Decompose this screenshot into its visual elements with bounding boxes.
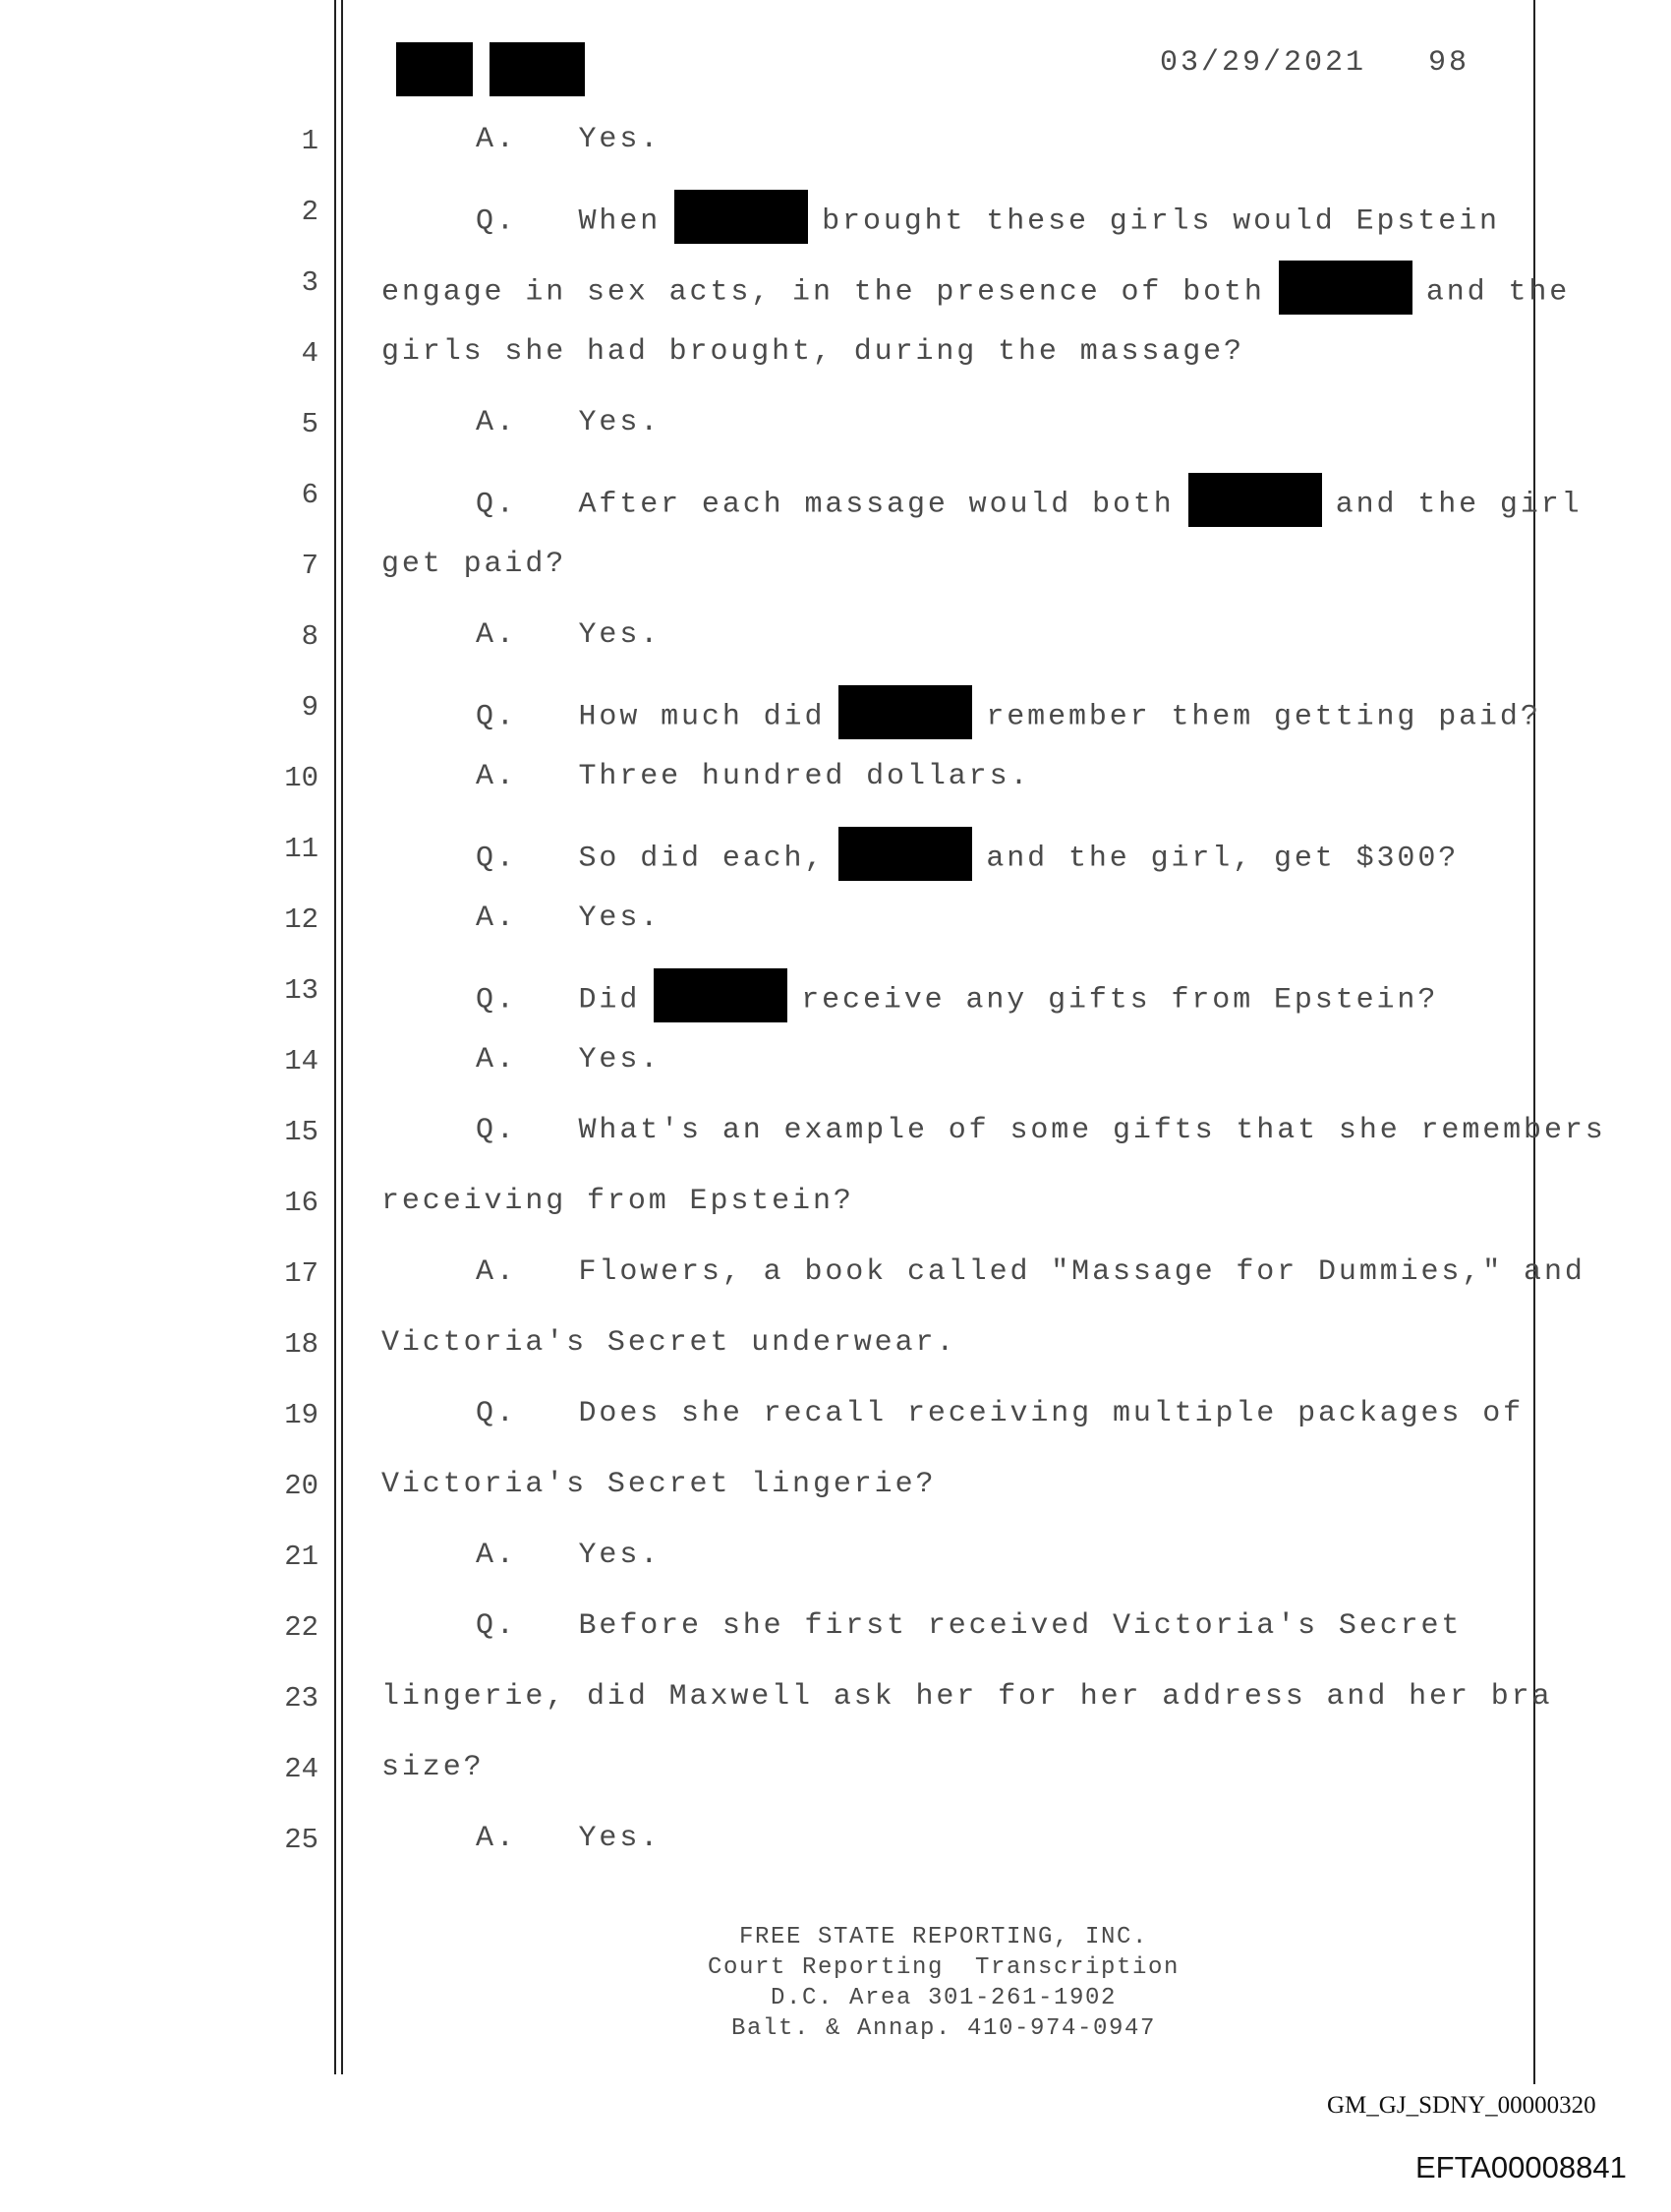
reporter-balt-phone: Balt. & Annap. 410-974-0947 [730,2015,1157,2042]
line-number: 24 [284,1753,318,1785]
line-number: 18 [284,1328,318,1361]
line-text: A. Yes. [476,406,662,439]
transcript-line [0,962,1671,1033]
transcript-line [0,1246,1671,1316]
line-number: 12 [284,903,318,936]
line-text: Victoria's Secret underwear. [381,1326,957,1360]
transcript-line [0,255,1671,325]
transcript-line [0,467,1671,538]
transcript-line [0,1033,1671,1104]
redaction-block [654,968,787,1022]
transcript-line [0,538,1671,609]
transcript-line [0,1458,1671,1529]
line-number: 1 [301,125,318,157]
transcript-line [0,1741,1671,1812]
line-text: Q. When brought these girls would Epstein [476,194,1500,248]
line-text: girls she had brought, during the massage? [381,335,1244,369]
line-text: A. Yes. [476,618,662,652]
line-number: 9 [301,691,318,724]
page-header [1160,46,1469,80]
line-number: 4 [301,337,318,370]
line-number: 21 [284,1541,318,1573]
line-text: Q. How much did remember them getting paid? [476,689,1541,743]
line-number: 3 [301,266,318,299]
bates-number: GM_GJ_SDNY_00000320 [1327,2092,1596,2119]
line-number: 6 [301,479,318,511]
line-text: Q. So did each, and the girl, get $300? [476,831,1459,885]
line-number: 16 [284,1187,318,1219]
transcript-line [0,750,1671,821]
line-text: receiving from Epstein? [381,1185,854,1218]
redaction-block [838,827,972,881]
reporter-footer [649,1922,1239,2044]
reporter-company: FREE STATE REPORTING, INC. [738,1924,1149,1950]
efta-number: EFTA00008841 [1415,2150,1627,2184]
header-redaction-block-1 [396,42,473,96]
line-number: 2 [301,196,318,228]
redaction-block [1279,261,1412,315]
transcript-line [0,1529,1671,1600]
transcript-line [0,1812,1671,1883]
transcript-line [0,609,1671,679]
line-number: 23 [284,1682,318,1715]
header-redaction-block-2 [490,42,585,96]
transcript-line [0,396,1671,467]
transcript-line [0,113,1671,184]
transcript-line [0,1600,1671,1670]
reporter-services: Court Reporting Transcription [707,1954,1181,1981]
line-number: 7 [301,550,318,582]
transcript-line [0,1387,1671,1458]
line-number: 11 [284,833,318,865]
transcript-line [0,184,1671,255]
line-text: A. Three hundred dollars. [476,760,1031,793]
line-text: A. Yes. [476,1043,662,1077]
line-number: 25 [284,1824,318,1856]
line-number: 10 [284,762,318,794]
line-text: get paid? [381,548,567,581]
line-number: 19 [284,1399,318,1431]
line-text: size? [381,1751,485,1784]
line-text: Q. What's an example of some gifts that she remembers [476,1114,1606,1147]
line-number: 20 [284,1470,318,1502]
line-text: A. Yes. [476,902,662,935]
transcript-line [0,1670,1671,1741]
transcript-line [0,892,1671,962]
line-number: 15 [284,1116,318,1148]
line-number: 5 [301,408,318,440]
transcript-line [0,821,1671,892]
line-text: A. Yes. [476,1822,662,1855]
reporter-dc-phone: D.C. Area 301-261-1902 [770,1985,1118,2011]
line-number: 17 [284,1257,318,1290]
line-text: Q. Before she first received Victoria's Secret [476,1609,1463,1643]
transcript-line [0,1175,1671,1246]
line-number: 8 [301,620,318,653]
transcript-line [0,679,1671,750]
redaction-block [1188,473,1322,527]
line-text: A. Flowers, a book called "Massage for Dummies," and [476,1255,1585,1289]
line-text: engage in sex acts, in the presence of both and the [381,264,1570,319]
line-text: Victoria's Secret lingerie? [381,1468,937,1501]
header-page-number: 98 [1428,46,1470,80]
line-number: 22 [284,1611,318,1644]
line-number: 13 [284,974,318,1007]
transcript-line [0,325,1671,396]
header-date: 03/29/2021 [1160,46,1367,80]
line-text: A. Yes. [476,123,662,156]
redaction-block [674,190,808,244]
transcript-line [0,1104,1671,1175]
line-text: A. Yes. [476,1539,662,1572]
line-number: 14 [284,1045,318,1077]
line-text: Q. Did receive any gifts from Epstein? [476,972,1438,1026]
redaction-block [838,685,972,739]
line-text: lingerie, did Maxwell ask her for her address and her bra [381,1680,1553,1714]
line-text: Q. After each massage would both and the girl [476,477,1583,531]
line-text: Q. Does she recall receiving multiple packages of [476,1397,1525,1430]
transcript-line [0,1316,1671,1387]
